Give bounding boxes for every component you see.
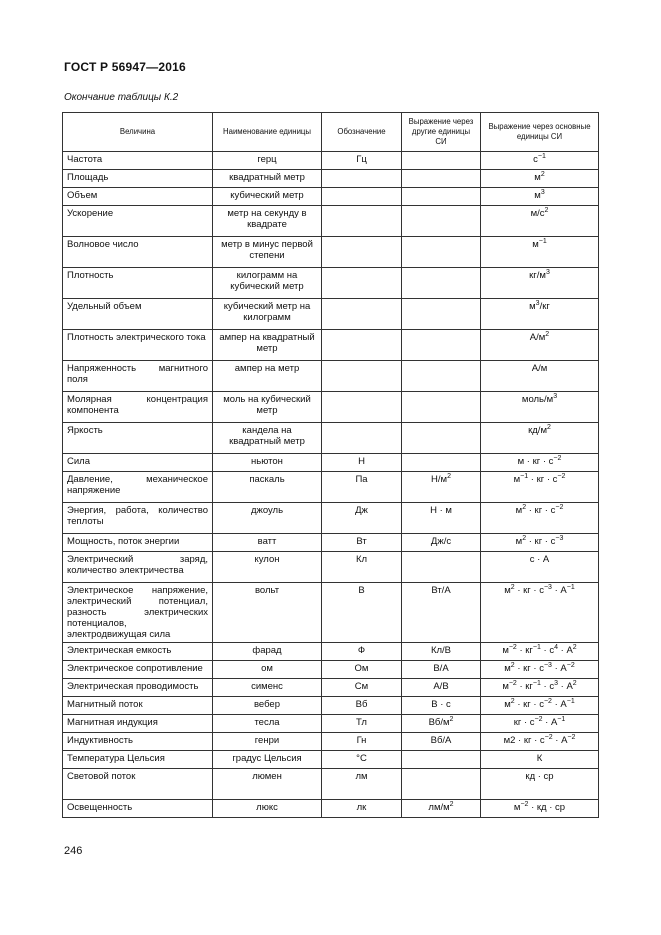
cell-base-si-units: $м^2$ · кг · $с^{-3}$ [481,534,599,552]
cell-symbol [322,423,402,454]
cell-other-si-units [402,454,481,472]
cell-quantity: Плотность электрического тока [63,330,213,361]
table-row [63,800,599,818]
cell-other-si-units: А/В [402,679,481,697]
cell-symbol [322,206,402,237]
cell-other-si-units [402,330,481,361]
table-row [63,392,599,423]
cell-unit-name: кандела на квадратный метр [213,423,322,454]
document-header: ГОСТ Р 56947—2016 [64,60,186,74]
cell-unit-name: ватт [213,534,322,552]
cell-symbol: См [322,679,402,697]
cell-other-si-units [402,268,481,299]
units-table [62,112,599,818]
cell-other-si-units [402,299,481,330]
cell-quantity: Удельный объем [63,299,213,330]
table-row [63,152,599,170]
table-row [63,299,599,330]
cell-base-si-units: $м^{-2} \cdot кг^{-1} \cdot с^3 \cdot А^2$ [481,679,599,697]
cell-unit-name: паскаль [213,472,322,503]
cell-base-si-units: с · А [481,552,599,583]
column-header-quantity: Величина [63,113,213,152]
cell-other-si-units [402,170,481,188]
cell-other-si-units: Вт/А [402,583,481,643]
cell-symbol [322,170,402,188]
cell-unit-name: герц [213,152,322,170]
table-body [63,152,599,818]
cell-other-si-units [402,237,481,268]
cell-quantity: Молярная концентрация компонента [63,392,213,423]
cell-symbol [322,392,402,423]
cell-quantity: Световой поток [63,769,213,800]
table-row [63,237,599,268]
table-row [63,733,599,751]
cell-unit-name: квадратный метр [213,170,322,188]
cell-unit-name: кубический метр на килограмм [213,299,322,330]
cell-base-si-units: кд · ср [481,769,599,800]
cell-unit-name: фарад [213,643,322,661]
cell-unit-name: кубический метр [213,188,322,206]
cell-symbol: °С [322,751,402,769]
cell-other-si-units: В/А [402,661,481,679]
cell-other-si-units: Н · м [402,503,481,534]
cell-base-si-units: $м^{-2} \cdot кг^{-1} \cdot с^4 \cdot А^2$ [481,643,599,661]
table-row [63,534,599,552]
table-row [63,661,599,679]
cell-base-si-units: $м^2$ · кг · $с^{-3} \cdot А^{-1}$ [481,583,599,643]
cell-symbol: Гн [322,733,402,751]
cell-base-si-units: $м^{-1}$ · кг · $с^{-2}$ [481,472,599,503]
table-row [63,361,599,392]
cell-base-si-units: м2 · кг · $с^{-2} \cdot А^{-2}$ [481,733,599,751]
table-row [63,268,599,299]
cell-other-si-units [402,188,481,206]
cell-unit-name: ампер на квадратный метр [213,330,322,361]
cell-symbol [322,361,402,392]
cell-other-si-units [402,206,481,237]
cell-unit-name: тесла [213,715,322,733]
cell-unit-name: сименс [213,679,322,697]
cell-unit-name: кулон [213,552,322,583]
table-row [63,697,599,715]
cell-quantity: Электрическое сопротивление [63,661,213,679]
cell-other-si-units: Вб/А [402,733,481,751]
cell-other-si-units [402,392,481,423]
cell-unit-name: люкс [213,800,322,818]
table-row [63,715,599,733]
cell-unit-name: ом [213,661,322,679]
cell-other-si-units: В · с [402,697,481,715]
cell-symbol [322,268,402,299]
cell-unit-name: моль на кубический метр [213,392,322,423]
cell-unit-name: вольт [213,583,322,643]
cell-other-si-units: Кл/В [402,643,481,661]
cell-unit-name: метр в минус первой степени [213,237,322,268]
table-row [63,330,599,361]
table-row [63,472,599,503]
table-row [63,503,599,534]
cell-symbol [322,237,402,268]
cell-base-si-units: $м^{-1}$ [481,237,599,268]
cell-symbol: Вт [322,534,402,552]
cell-base-si-units: м · кг · $с^{-2}$ [481,454,599,472]
cell-symbol [322,299,402,330]
cell-quantity: Магнитная индукция [63,715,213,733]
cell-symbol: Дж [322,503,402,534]
cell-quantity: Сила [63,454,213,472]
cell-unit-name: ампер на метр [213,361,322,392]
cell-quantity: Площадь [63,170,213,188]
cell-symbol: лм [322,769,402,800]
cell-quantity: Плотность [63,268,213,299]
cell-base-si-units: $с^{-1}$ [481,152,599,170]
cell-base-si-units: $м^3$ [481,188,599,206]
cell-unit-name: люмен [213,769,322,800]
cell-symbol: В [322,583,402,643]
column-header-base-si-units: Выражение через основные единицы СИ [481,113,599,152]
cell-base-si-units: $м^2$ · кг · $с^{-2}$ [481,503,599,534]
cell-quantity: Ускорение [63,206,213,237]
cell-quantity: Давление, механическое напряжение [63,472,213,503]
cell-base-si-units: $м^2$ [481,170,599,188]
cell-base-si-units: $кд/м^2$ [481,423,599,454]
cell-quantity: Индуктивность [63,733,213,751]
cell-base-si-units: $м^{-2}$ · кд · ср [481,800,599,818]
cell-other-si-units: $Вб/м^2$ [402,715,481,733]
cell-base-si-units: моль/$м^3$ [481,392,599,423]
column-header-other-si-units: Выражение через другие единицы СИ [402,113,481,152]
cell-other-si-units [402,423,481,454]
cell-symbol: Тл [322,715,402,733]
cell-base-si-units: $м^2$ · кг · $с^{-2} \cdot А^{-1}$ [481,697,599,715]
cell-unit-name: ньютон [213,454,322,472]
cell-symbol: Гц [322,152,402,170]
cell-unit-name: вебер [213,697,322,715]
cell-quantity: Температура Цельсия [63,751,213,769]
cell-quantity: Объем [63,188,213,206]
cell-quantity: Энергия, работа, количество теплоты [63,503,213,534]
cell-unit-name: генри [213,733,322,751]
cell-base-si-units: $м^2$ · кг · $с^{-3} \cdot А^{-2}$ [481,661,599,679]
cell-other-si-units [402,152,481,170]
table-header-row [63,113,599,152]
cell-symbol [322,188,402,206]
column-header-unit-name: Наименование единицы [213,113,322,152]
cell-other-si-units: $лм/м^2$ [402,800,481,818]
table-row [63,643,599,661]
cell-base-si-units: $м^3/кг$ [481,299,599,330]
cell-other-si-units: Дж/с [402,534,481,552]
cell-symbol: Па [322,472,402,503]
table-row [63,552,599,583]
table-row [63,751,599,769]
cell-quantity: Электрическая проводимость [63,679,213,697]
cell-quantity: Частота [63,152,213,170]
cell-base-si-units: К [481,751,599,769]
cell-unit-name: джоуль [213,503,322,534]
table-row [63,170,599,188]
cell-symbol: Ом [322,661,402,679]
cell-other-si-units [402,552,481,583]
cell-base-si-units: кг · $с^{-2} \cdot А^{-1}$ [481,715,599,733]
cell-base-si-units: $кг/м^3$ [481,268,599,299]
cell-quantity: Электрическая емкость [63,643,213,661]
table-row [63,454,599,472]
cell-symbol: Н [322,454,402,472]
cell-base-si-units: А/м [481,361,599,392]
table-row [63,206,599,237]
cell-base-si-units: $м/с^2$ [481,206,599,237]
cell-symbol: лк [322,800,402,818]
cell-unit-name: килограмм на кубический метр [213,268,322,299]
cell-symbol: Ф [322,643,402,661]
table-row [63,679,599,697]
cell-quantity: Яркость [63,423,213,454]
cell-other-si-units [402,361,481,392]
cell-quantity: Электрическое напряжение, электрический потенциал, разность электрических потенциалов, электродвижущая сила [63,583,213,643]
cell-other-si-units: $Н/м^2$ [402,472,481,503]
cell-unit-name: метр на секунду в квадрате [213,206,322,237]
cell-quantity: Мощность, поток энергии [63,534,213,552]
cell-quantity: Напряженность магнитного поля [63,361,213,392]
cell-other-si-units [402,769,481,800]
column-header-symbol: Обозначение [322,113,402,152]
cell-symbol [322,330,402,361]
cell-unit-name: градус Цельсия [213,751,322,769]
table-row [63,583,599,643]
table-row [63,188,599,206]
page-number: 246 [64,845,83,857]
cell-base-si-units: $А/м^2$ [481,330,599,361]
cell-other-si-units [402,751,481,769]
cell-symbol: Вб [322,697,402,715]
cell-symbol: Кл [322,552,402,583]
table-caption: Окончание таблицы К.2 [64,92,179,103]
cell-quantity: Магнитный поток [63,697,213,715]
cell-quantity: Электрический заряд, количество электричества [63,552,213,583]
cell-quantity: Освещенность [63,800,213,818]
cell-quantity: Волновое число [63,237,213,268]
table-row [63,769,599,800]
table-row [63,423,599,454]
